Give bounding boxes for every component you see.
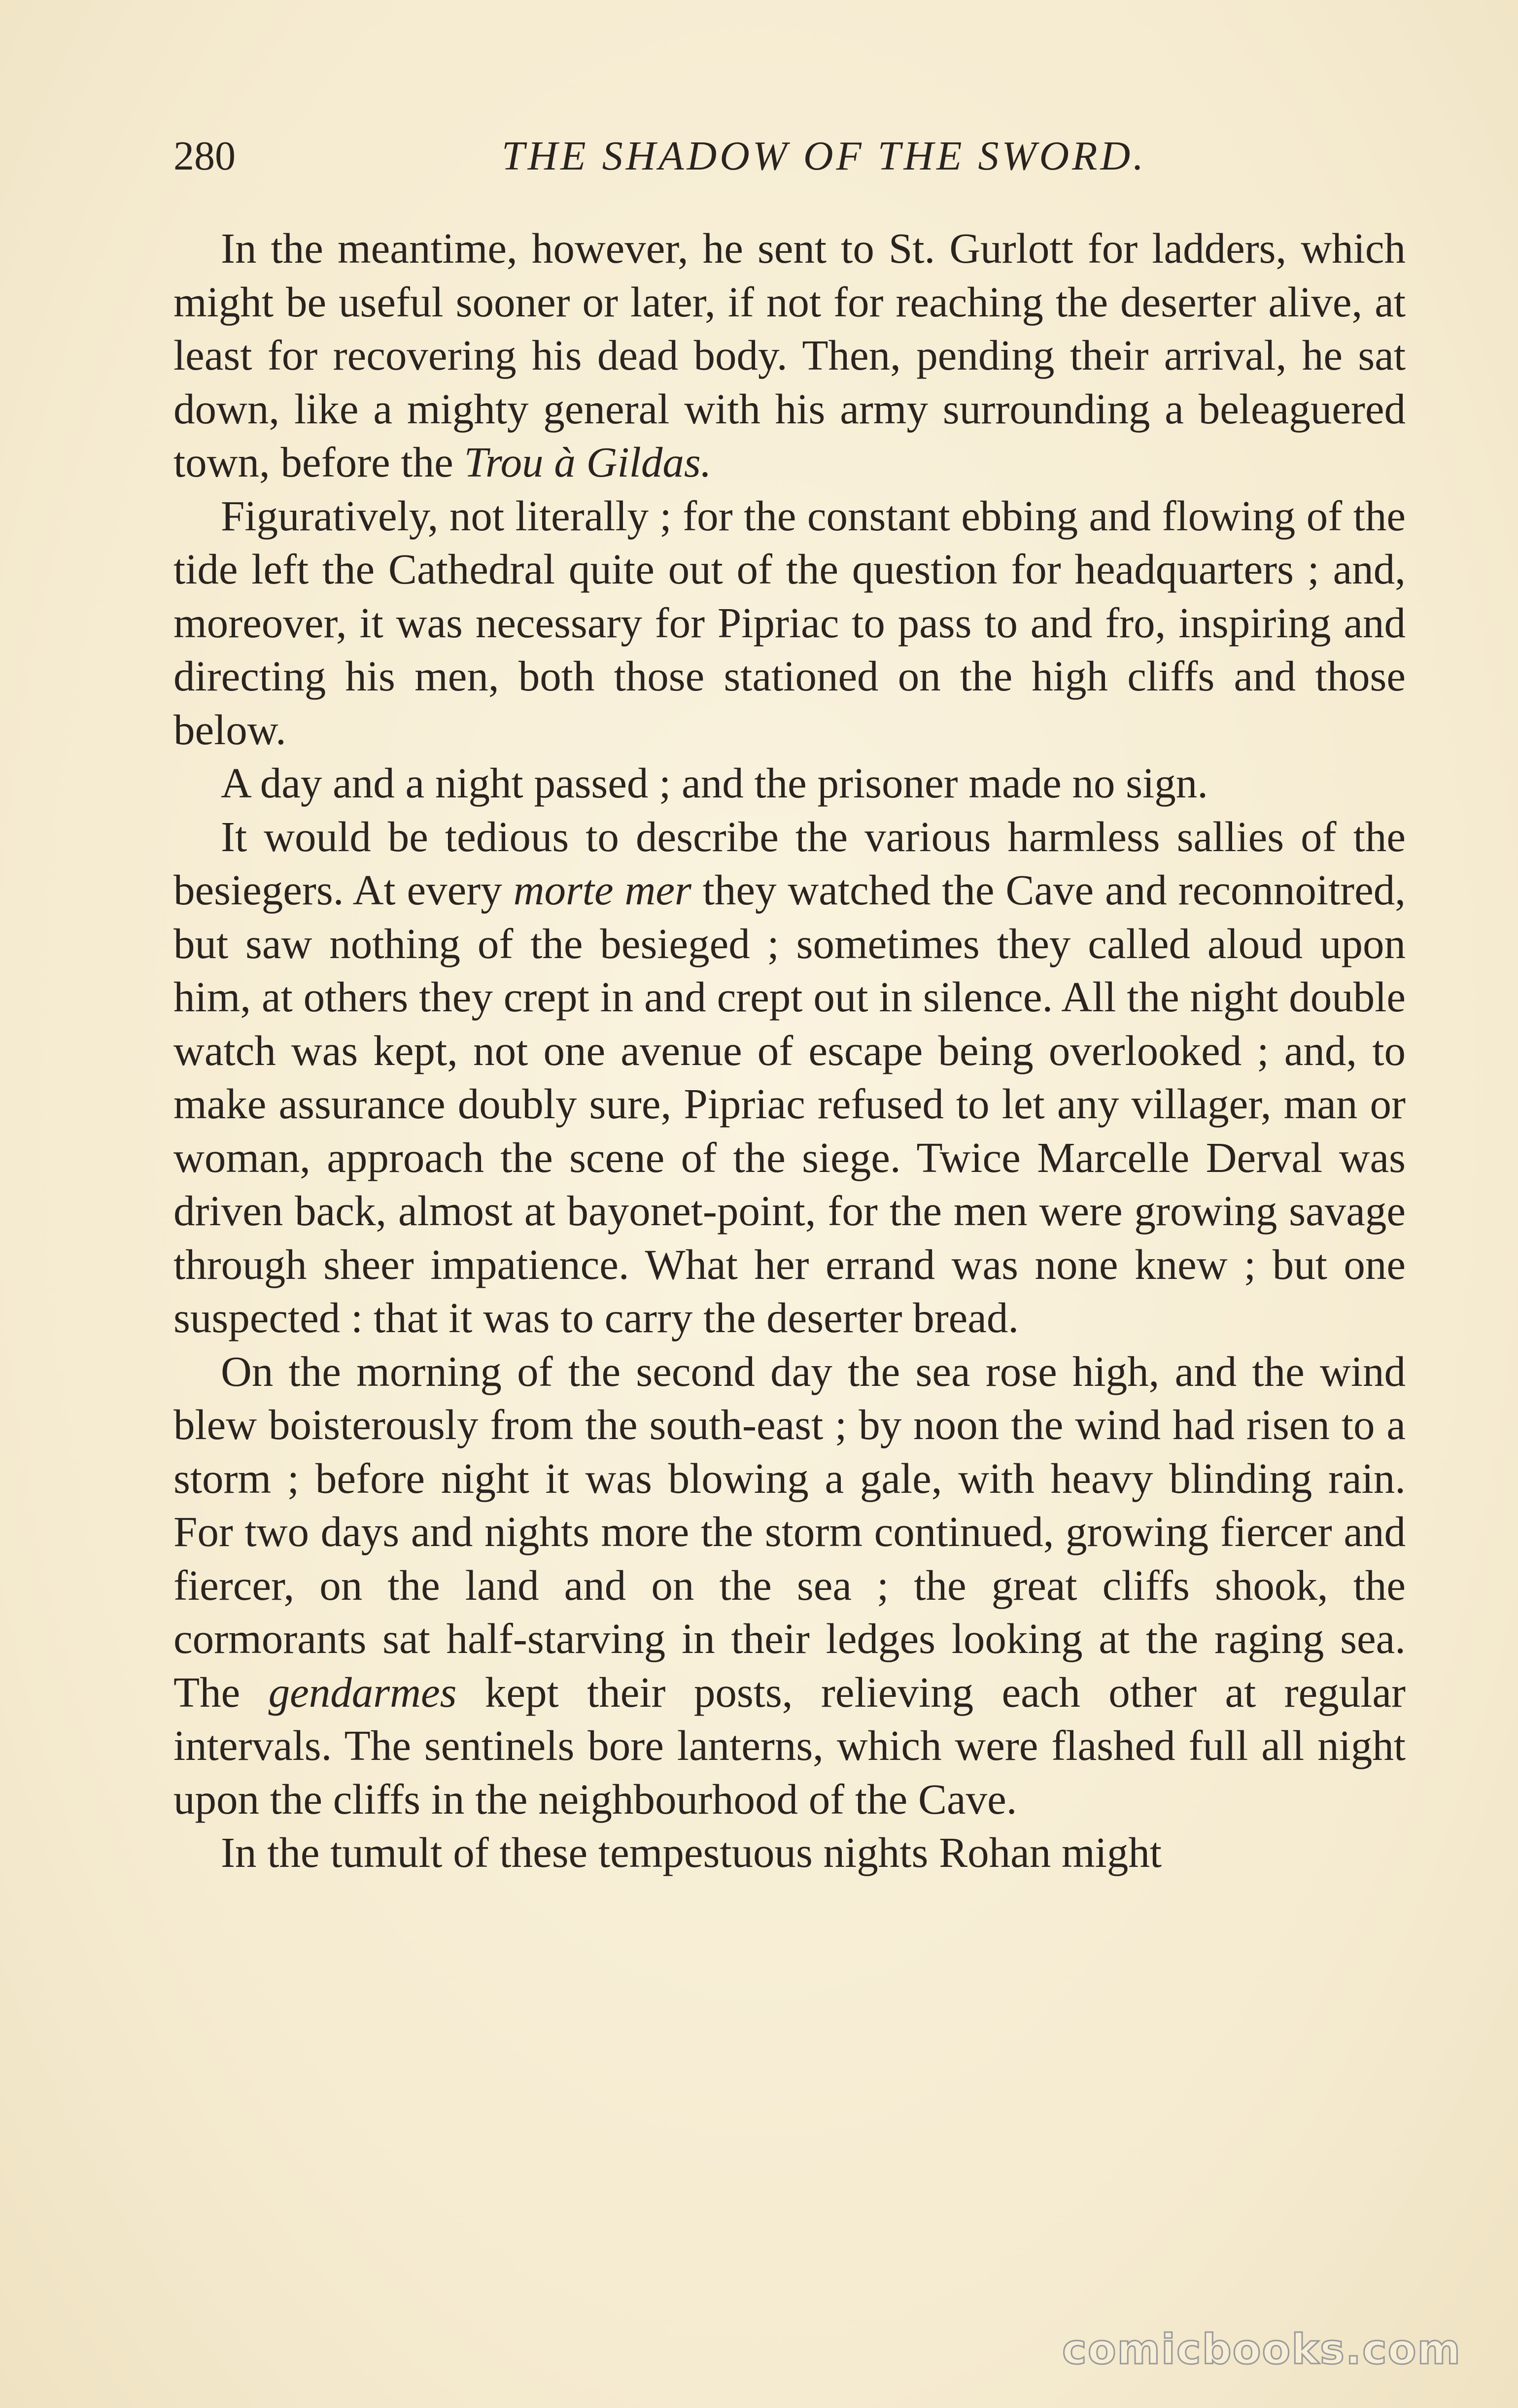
paragraph: On the morning of the second day the sea rose high, and the wind blew boisterously from the south-east ; by noon the wind had risen to a storm ; before night it was blowing a gale, with heavy blinding rain. For two days and nights more the storm continued, growing fiercer and fiercer, on the land and on the sea ; the great cliffs shook, the cormorants sat half-starving in their ledges looking at the raging sea. The gendarmes kept their posts, relieving each other at regular intervals. The sentinels bore lanterns, which were flashed full all night upon the cliffs in the neighbourhood of the Cave.	[173, 1347, 1406, 1823]
watermark: comicbooks.com	[1062, 2325, 1461, 2374]
paragraph-last: In the tumult of these tempestuous nights Rohan might	[221, 1828, 1162, 1876]
paragraph: In the meantime, however, he sent to St. Gurlott for ladders, which might be useful sooner or later, if not for reaching the deserter alive, at least for recovering his dead body. Then, pending their arrival, he sat down, like a mighty general with his army surrounding a beleaguered town, before the Trou à Gildas.	[173, 224, 1406, 486]
running-head: THE SHADOW OF THE SWORD.	[501, 133, 1147, 179]
body-text	[173, 222, 1406, 1880]
page-number: 280	[173, 133, 236, 179]
paragraph: Figuratively, not literally ; for the constant ebbing and flowing of the tide left the Cathedral quite out of the question for headquarters ; and, moreover, it was necessary for Pipriac to pass to and fro, inspiring and directing his men, both those stationed on the high cliffs and those below.	[173, 491, 1406, 754]
page-header	[173, 129, 1406, 183]
paragraph: It would be tedious to describe the various harmless sallies of the besiegers. At every morte mer they watched the Cave and reconnoitred, but saw nothing of the besieged ; sometimes they called aloud upon him, at others they crept in and crept out in silence. All the night double watch was kept, not one avenue of escape being overlooked ; and, to make assurance doubly sure, Pipriac refused to let any villager, man or woman, approach the scene of the siege. Twice Marcelle Derval was driven back, almost at bayonet-point, for the men were growing savage through sheer impatience. What her errand was none knew ; but one suspected : that it was to carry the deserter bread.	[173, 812, 1406, 1342]
paragraph: A day and a night passed ; and the prisoner made no sign.	[221, 759, 1208, 807]
